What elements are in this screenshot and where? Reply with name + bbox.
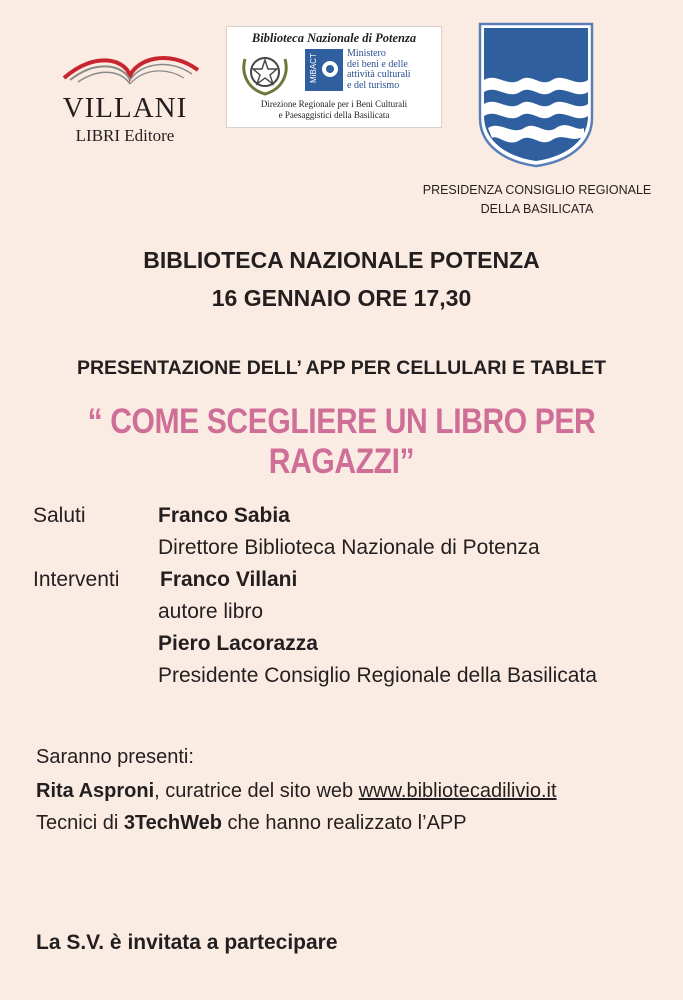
presidenza-caption [412,181,662,219]
speaker2-name: Piero Lacorazza [158,632,318,655]
open-book-icon [56,40,206,90]
attendees-heading: Saranno presenti: [36,746,194,768]
saluti-role: Direttore Biblioteca Nazionale di Potenza [158,536,540,559]
app-title: “ COME SCEGLIERE UN LIBRO PER RAGAZZI” [87,402,596,481]
italian-emblem-icon [239,47,291,97]
tech-name: 3TechWeb [123,812,222,834]
event-venue: BIBLIOTECA NAZIONALE POTENZA [143,247,540,273]
ministry-line: Ministero [347,48,386,59]
event-date: 16 GENNAIO ORE 17,30 [211,285,472,311]
ministry-line: dei beni e delle [347,58,408,70]
website-link[interactable]: www.bibliotecadilivio.it [358,780,557,802]
biblioteca-logo [226,26,442,128]
biblioteca-title: Biblioteca Nazionale di Potenza [251,31,417,45]
ministry-line: attività culturali [347,69,411,80]
tech-line [36,812,467,835]
ministry-line: e del turismo [347,79,400,91]
attendee-line [36,780,557,803]
mibact-label: MiBACT [309,53,318,83]
presidenza-line: PRESIDENZA CONSIGLIO REGIONALE [422,183,652,197]
ministry-text [347,49,439,91]
biblioteca-footer [227,99,441,121]
invite-text: La S.V. è invitata a partecipare [36,931,338,954]
presentation-heading: PRESENTAZIONE DELL’ APP PER CELLULARI E TABLET [76,357,607,379]
tech-prefix: Tecnici di [36,812,124,834]
villani-name: VILLANI [62,92,188,124]
villani-subtitle: LIBRI Editore [75,126,175,145]
footer-line: Direzione Regionale per i Beni Culturali [260,99,408,109]
attendee-name: Rita Asproni [36,780,155,802]
attendee-role: , curatrice del sito web [154,780,359,802]
saluti-name: Franco Sabia [158,504,290,527]
villani-logo [50,40,210,150]
speaker2-role: Presidente Consiglio Regionale della Basilicata [158,664,597,687]
interventi-label: Interventi [33,568,120,591]
presidenza-line: DELLA BASILICATA [480,202,594,216]
speaker1-role: autore libro [158,600,264,623]
footer-line: e Paesaggistici della Basilicata [278,110,390,120]
saluti-label: Saluti [33,504,86,527]
basilicata-shield-icon [476,20,596,170]
speaker1-name: Franco Villani [160,568,298,591]
tech-suffix: che hanno realizzato l’APP [222,812,467,834]
mibact-logo-icon [305,49,343,91]
